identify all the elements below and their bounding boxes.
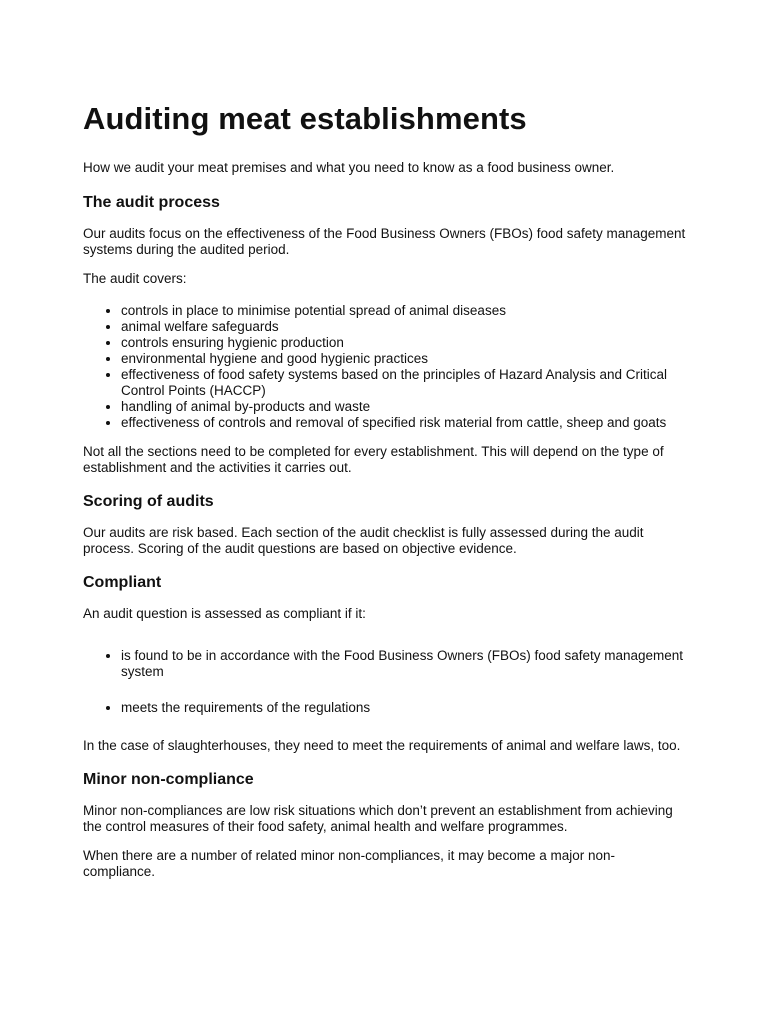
audit-process-para-1: Our audits focus on the effectiveness of the Food Business Owners (FBOs) food safety management systems during the audited period. [83, 226, 686, 257]
audit-covers-list [83, 303, 686, 431]
heading-audit-process: The audit process [83, 194, 220, 211]
compliant-para-1: An audit question is assessed as compliant if it: [83, 606, 366, 621]
list-item: • effectiveness of food safety systems based on the principles of Hazard Analysis and Critical Control Points (HACCP) [121, 367, 686, 399]
list-item: • environmental hygiene and good hygienic practices [121, 351, 686, 367]
audit-process-para-3: Not all the sections need to be completed for every establishment. This will depend on the type of establishment and the activities it carries out. [83, 444, 664, 475]
list-item [121, 638, 686, 680]
heading-minor-non-compliance: Minor non-compliance [83, 771, 254, 788]
list-item: • animal welfare safeguards [121, 319, 686, 335]
list-item-text: meets the requirements of the regulations [121, 700, 371, 715]
list-item: • controls ensuring hygienic production [121, 335, 686, 351]
bullet-spacer [121, 690, 686, 700]
scoring-para-1: Our audits are risk based. Each section of the audit checklist is fully assessed during the audit process. Scoring of the audit questions are based on objective evidence. [83, 525, 644, 556]
audit-process-para-2: The audit covers: [83, 271, 187, 286]
list-item: • effectiveness of controls and removal of specified risk material from cattle, sheep and goats [121, 415, 686, 431]
list-item-text: is found to be in accordance with the Food Business Owners (FBOs) food safety management system [121, 648, 684, 679]
bullet-spacer [121, 638, 686, 648]
list-item [121, 690, 686, 716]
page-title: Auditing meat establishments [83, 101, 527, 136]
list-item: • handling of animal by-products and waste [121, 399, 686, 415]
heading-compliant: Compliant [83, 574, 162, 591]
compliant-list [83, 638, 686, 716]
minor-para-2: When there are a number of related minor non-compliances, it may become a major non-compliance. [83, 848, 616, 879]
compliant-para-2: In the case of slaughterhouses, they need to meet the requirements of animal and welfare laws, too. [83, 738, 681, 753]
list-item: • controls in place to minimise potential spread of animal diseases [121, 303, 686, 319]
intro-text: How we audit your meat premises and what you need to know as a food business owner. [83, 160, 615, 175]
heading-scoring: Scoring of audits [83, 493, 214, 510]
minor-para-1: Minor non-compliances are low risk situations which don’t prevent an establishment from achieving the control measures of their food safety, animal health and welfare programmes. [83, 803, 673, 834]
